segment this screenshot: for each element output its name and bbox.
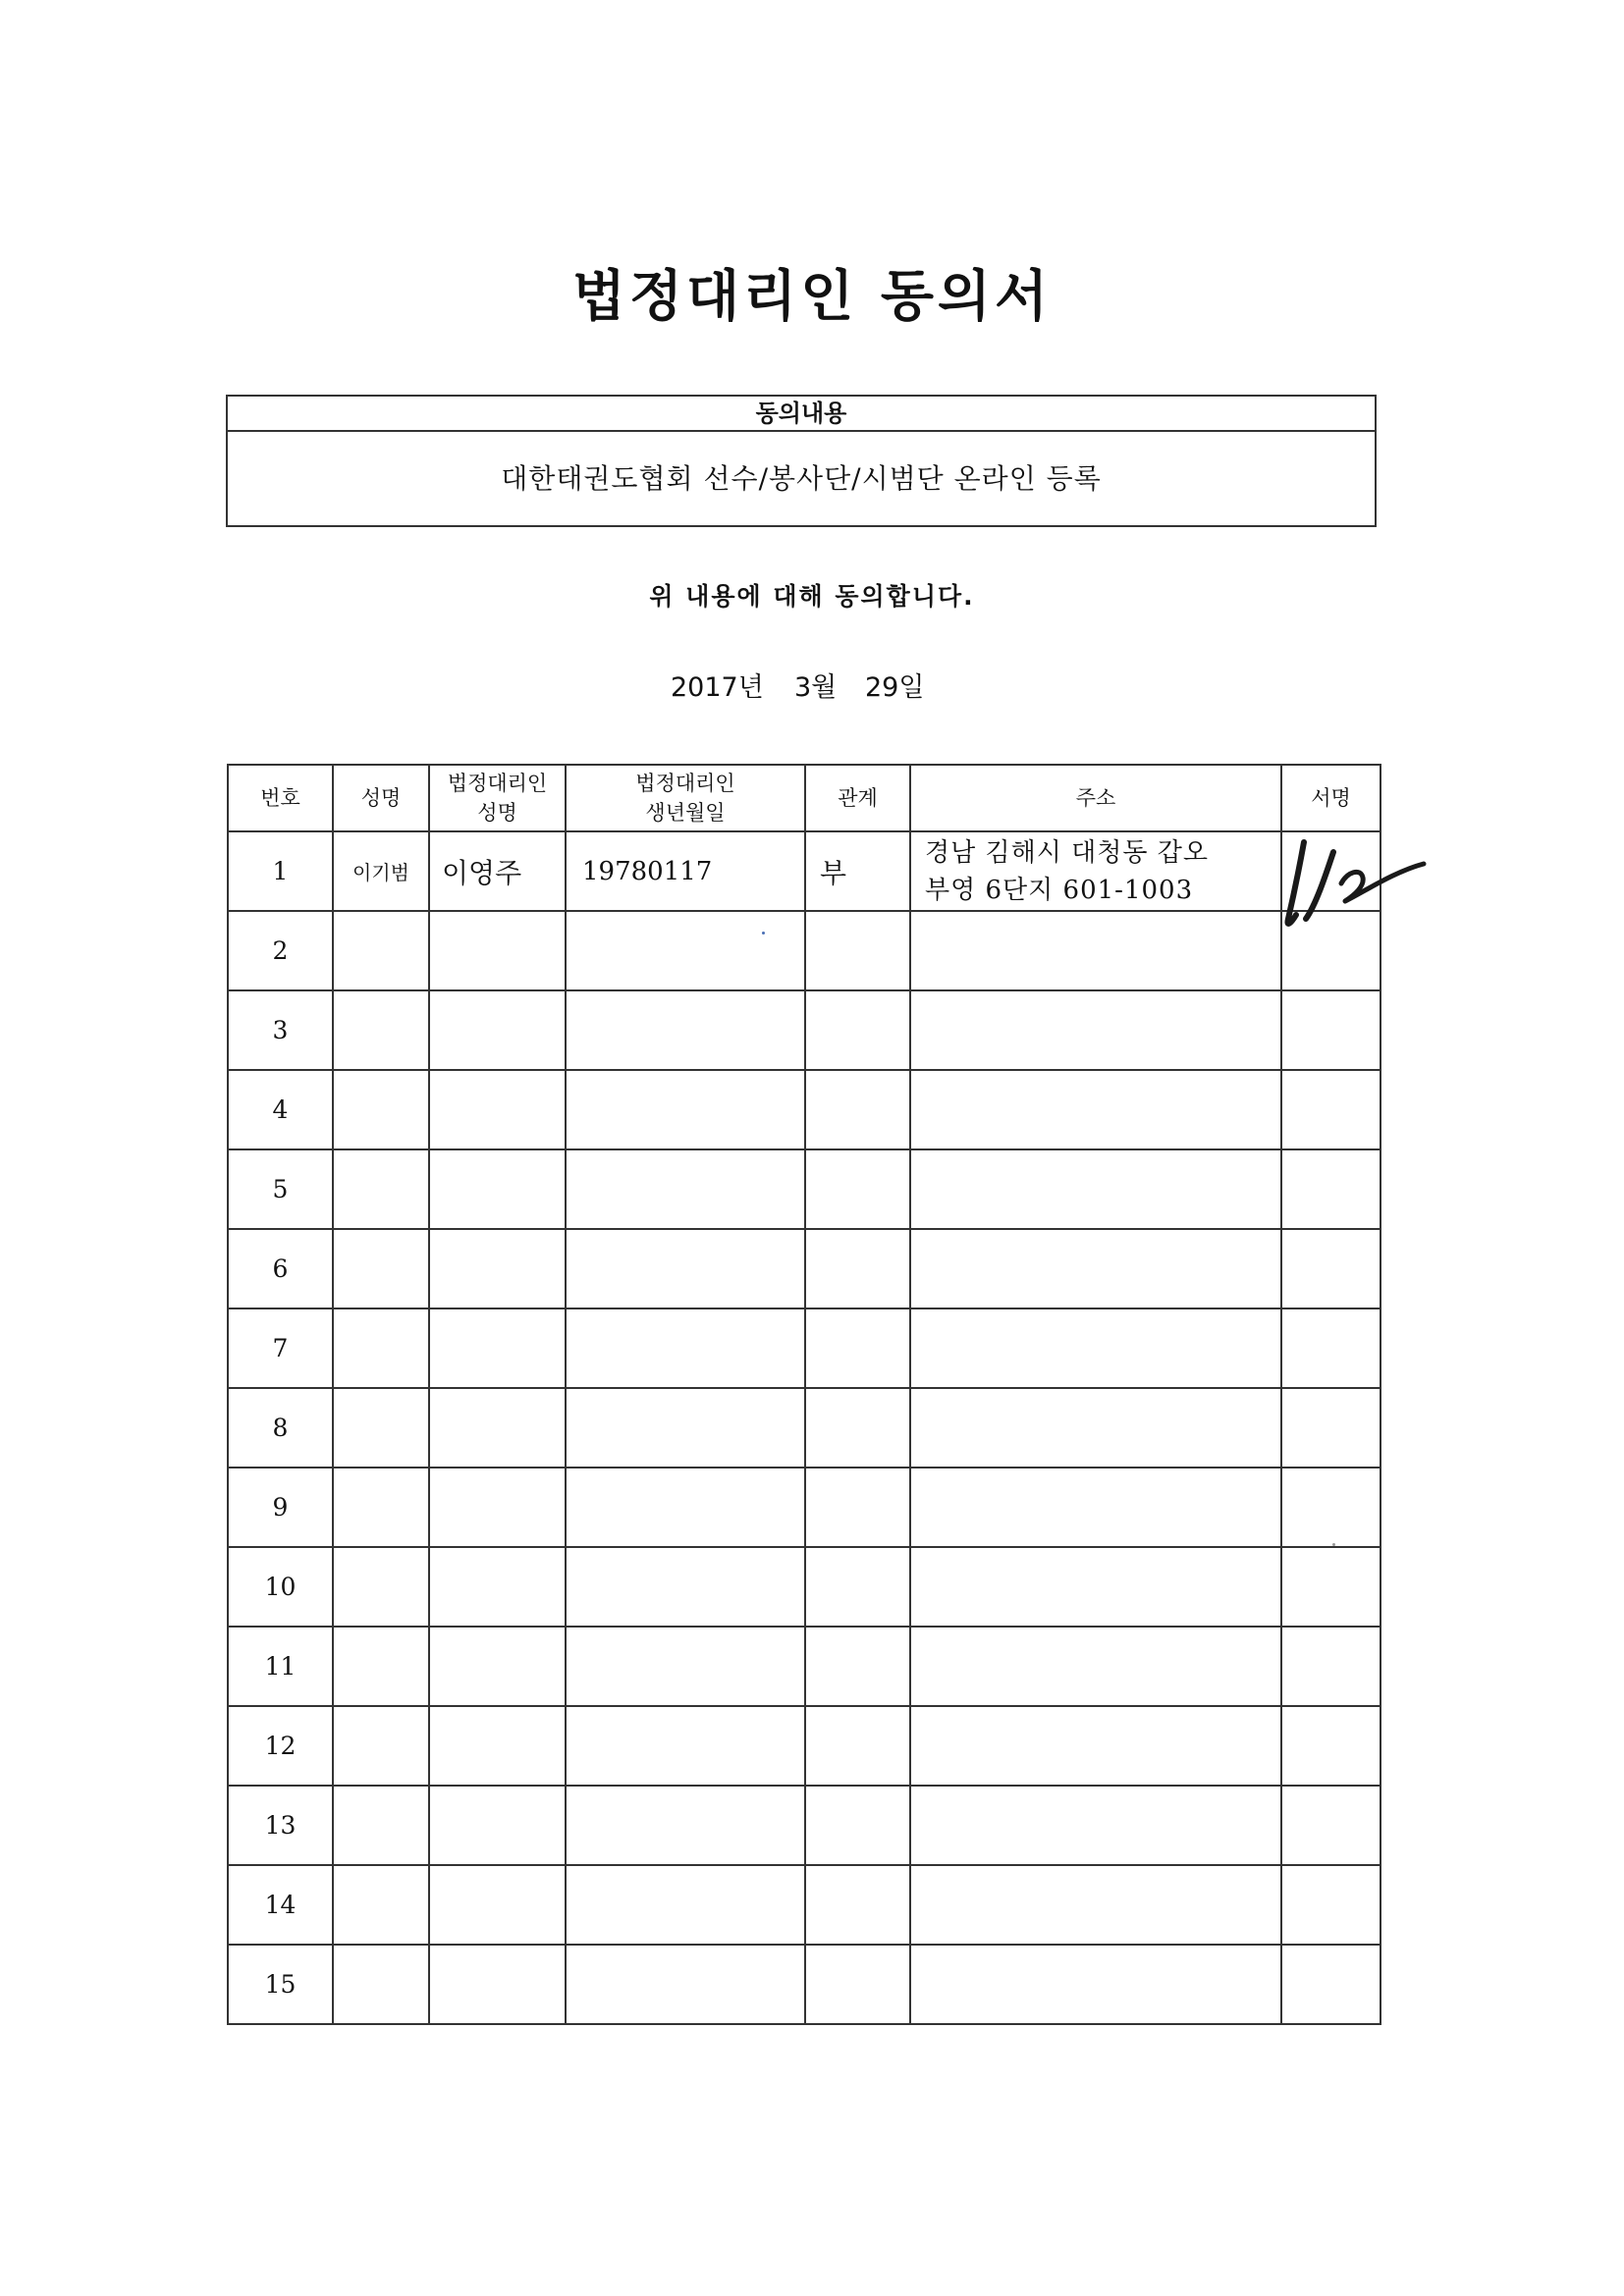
row-relation — [805, 1786, 910, 1865]
row-relation — [805, 1388, 910, 1468]
table-row — [228, 1547, 1380, 1627]
table-row — [228, 990, 1380, 1070]
row-signature — [1281, 1388, 1380, 1468]
row-signature — [1281, 1786, 1380, 1865]
table-row — [228, 1308, 1380, 1388]
table-row — [228, 1945, 1380, 2024]
scan-speck — [762, 932, 765, 934]
row-address — [910, 1627, 1281, 1706]
row-name — [333, 1865, 429, 1945]
row-name — [333, 1388, 429, 1468]
row-relation — [805, 1308, 910, 1388]
row-relation — [805, 1149, 910, 1229]
date-day: 29일 — [865, 672, 925, 703]
row-guardian-name — [429, 1865, 566, 1945]
row-relation — [805, 1468, 910, 1547]
row-name — [333, 1229, 429, 1308]
row-signature — [1281, 1627, 1380, 1706]
row-name — [333, 990, 429, 1070]
table-row — [228, 831, 1380, 911]
row-guardian-birth — [566, 1229, 805, 1308]
row-relation: 부 — [805, 831, 910, 911]
row-guardian-name — [429, 1229, 566, 1308]
header-guardian-name-line2: 성명 — [477, 801, 517, 825]
row-address — [910, 1388, 1281, 1468]
row-guardian-birth — [566, 911, 805, 990]
row-guardian-birth — [566, 1945, 805, 2024]
consent-content: 대한태권도협회 선수/봉사단/시범단 온라인 등록 — [501, 462, 1102, 495]
row-guardian-name — [429, 1388, 566, 1468]
row-address — [910, 1308, 1281, 1388]
header-signature: 서명 — [1281, 765, 1380, 831]
row-number: 9 — [228, 1468, 333, 1547]
row-number: 1 — [228, 831, 333, 911]
row-guardian-birth — [566, 1786, 805, 1865]
row-guardian-birth — [566, 1149, 805, 1229]
table-row — [228, 1070, 1380, 1149]
row-name — [333, 1786, 429, 1865]
row-number: 14 — [228, 1865, 333, 1945]
row-name: 이기범 — [333, 831, 429, 911]
row-number: 12 — [228, 1706, 333, 1786]
table-row — [228, 911, 1380, 990]
row-guardian-name — [429, 911, 566, 990]
row-name — [333, 1706, 429, 1786]
row-relation — [805, 1945, 910, 2024]
row-guardian-name — [429, 990, 566, 1070]
agree-statement: 위 내용에 대해 동의합니다. — [649, 582, 975, 611]
row-relation — [805, 1865, 910, 1945]
row-signature — [1281, 1070, 1380, 1149]
row-signature — [1281, 990, 1380, 1070]
table-header-row — [228, 765, 1380, 831]
row-number: 3 — [228, 990, 333, 1070]
row-name — [333, 1627, 429, 1706]
row-guardian-birth — [566, 1308, 805, 1388]
header-name: 성명 — [333, 765, 429, 831]
row-name — [333, 1149, 429, 1229]
row-guardian-birth — [566, 1468, 805, 1547]
row-relation — [805, 1229, 910, 1308]
row-guardian-name — [429, 1468, 566, 1547]
row-signature — [1281, 1229, 1380, 1308]
date-month: 3월 — [794, 672, 838, 703]
date-year: 2017년 — [671, 672, 764, 703]
row-name — [333, 1070, 429, 1149]
row-guardian-birth: 19780117 — [566, 831, 805, 911]
header-address: 주소 — [910, 765, 1281, 831]
row-relation — [805, 1070, 910, 1149]
row-guardian-birth — [566, 1865, 805, 1945]
header-relation: 관계 — [805, 765, 910, 831]
row-number: 15 — [228, 1945, 333, 2024]
row-guardian-birth — [566, 1070, 805, 1149]
row-relation — [805, 911, 910, 990]
row-signature — [1281, 1547, 1380, 1627]
row-guardian-birth — [566, 1627, 805, 1706]
row-guardian-name — [429, 1786, 566, 1865]
row-number: 10 — [228, 1547, 333, 1627]
row-address — [910, 1865, 1281, 1945]
row-signature — [1281, 1706, 1380, 1786]
table-row — [228, 1627, 1380, 1706]
table-row — [228, 1865, 1380, 1945]
row-number: 11 — [228, 1627, 333, 1706]
table-row — [228, 1388, 1380, 1468]
row-number: 2 — [228, 911, 333, 990]
row-signature — [1281, 1468, 1380, 1547]
document-title: 법정대리인 동의서 — [571, 265, 1053, 329]
row-relation — [805, 1627, 910, 1706]
scan-speck — [1332, 1543, 1335, 1546]
row-signature — [1281, 1308, 1380, 1388]
table-row — [228, 1468, 1380, 1547]
row-address-line1: 경남 김해시 대청동 갑오 — [925, 837, 1209, 868]
row-address — [910, 990, 1281, 1070]
row-guardian-birth — [566, 990, 805, 1070]
row-address — [910, 1070, 1281, 1149]
row-number: 7 — [228, 1308, 333, 1388]
row-guardian-name: 이영주 — [429, 831, 566, 911]
row-address — [910, 1229, 1281, 1308]
row-number: 5 — [228, 1149, 333, 1229]
row-signature — [1281, 1945, 1380, 2024]
row-address-line2: 부영 6단지 601-1003 — [925, 875, 1194, 905]
row-guardian-name — [429, 1627, 566, 1706]
row-name — [333, 1547, 429, 1627]
table-row — [228, 1786, 1380, 1865]
table-row — [228, 1229, 1380, 1308]
row-relation — [805, 1547, 910, 1627]
header-guardian-birth-line1: 법정대리인 — [635, 772, 735, 795]
row-number: 13 — [228, 1786, 333, 1865]
row-number: 6 — [228, 1229, 333, 1308]
header-guardian-name — [429, 765, 566, 831]
row-number: 8 — [228, 1388, 333, 1468]
consent-heading: 동의내용 — [228, 397, 1375, 432]
row-guardian-name — [429, 1149, 566, 1229]
row-name — [333, 911, 429, 990]
row-address — [910, 831, 1281, 911]
row-guardian-name — [429, 1547, 566, 1627]
row-name — [333, 1945, 429, 2024]
row-signature — [1281, 1149, 1380, 1229]
row-guardian-birth — [566, 1547, 805, 1627]
consent-box — [226, 395, 1377, 527]
row-signature — [1281, 1865, 1380, 1945]
handwritten-signature-icon — [1276, 825, 1434, 933]
row-address — [910, 911, 1281, 990]
header-number: 번호 — [228, 765, 333, 831]
row-address — [910, 1786, 1281, 1865]
row-relation — [805, 990, 910, 1070]
row-address — [910, 1149, 1281, 1229]
row-number: 4 — [228, 1070, 333, 1149]
table-row — [228, 1149, 1380, 1229]
row-name — [333, 1468, 429, 1547]
guardian-roster-table — [227, 764, 1381, 2025]
header-guardian-name-line1: 법정대리인 — [447, 772, 548, 795]
row-guardian-name — [429, 1308, 566, 1388]
row-guardian-name — [429, 1945, 566, 2024]
row-relation — [805, 1706, 910, 1786]
row-guardian-name — [429, 1070, 566, 1149]
header-guardian-birth-line2: 생년월일 — [645, 801, 726, 825]
row-guardian-birth — [566, 1706, 805, 1786]
row-address — [910, 1945, 1281, 2024]
row-address — [910, 1706, 1281, 1786]
row-address — [910, 1547, 1281, 1627]
row-address — [910, 1468, 1281, 1547]
row-name — [333, 1308, 429, 1388]
row-guardian-birth — [566, 1388, 805, 1468]
row-guardian-name — [429, 1706, 566, 1786]
consent-date — [671, 666, 924, 704]
header-guardian-birth — [566, 765, 805, 831]
table-row — [228, 1706, 1380, 1786]
